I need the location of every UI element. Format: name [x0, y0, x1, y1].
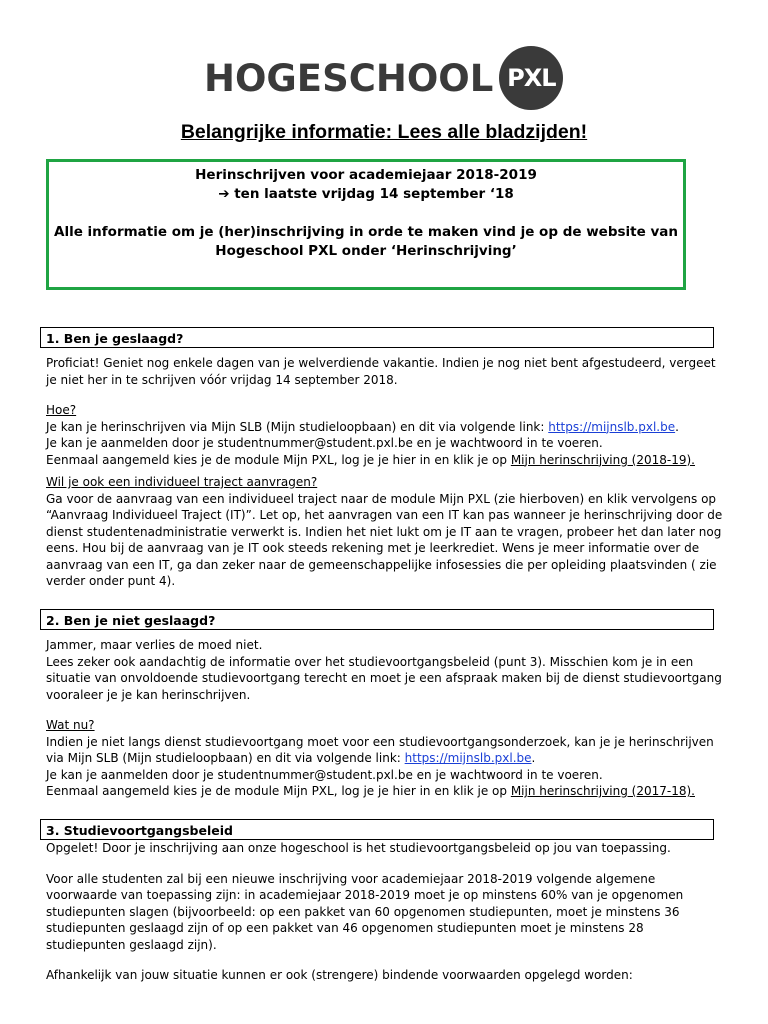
herinschrijving-link[interactable]: Mijn herinschrijving (2018-19).	[510, 452, 695, 467]
hoe-title: Hoe?	[46, 403, 77, 417]
logo-word: HOGESCHOOL	[204, 56, 494, 100]
notice-line-1: Herinschrijven voor academiejaar 2018-2019	[195, 167, 537, 183]
section-1-heading: 1. Ben je geslaagd?	[40, 327, 714, 348]
section-3-line-3: Afhankelijk van jouw situatie kunnen er ook (strengere) bindende voorwaarden opgelegd worden:	[46, 968, 633, 982]
it-title: Wil je ook een individueel traject aanvragen?	[46, 475, 318, 489]
notice-line-4: Hogeschool PXL onder ‘Herinschrijving’	[215, 243, 517, 259]
section-2-line-1: Jammer, maar verlies de moed niet.	[46, 638, 263, 652]
logo-mark: PXL	[499, 46, 563, 110]
watnu-line-2: Je kan je aanmelden door je studentnummer@student.pxl.be en je wachtwoord in te voeren.	[46, 767, 603, 782]
mijnslb-link-2[interactable]: https://mijnslb.pxl.be	[404, 751, 532, 765]
section-3-body	[46, 840, 726, 984]
hogeschool-pxl-logo	[204, 50, 563, 106]
watnu-line-1: Indien je niet langs dienst studievoortgang moet voor een studievoortgangsonderzoek, kan je je herinschrijven via Mijn SLB (Mijn studieloopbaan) en dit via volgende link: https://mijnslb.pxl.be.	[46, 734, 714, 765]
watnu-title: Wat nu?	[46, 718, 95, 732]
section-2-line-2: Lees zeker ook aandachtig de informatie over het studievoortgangsbeleid (punt 3). Misschien kom je in een situatie van onvoldoende studievoortgang terecht en moet je een afspraak maken bij de dienst studievoortgang vooraleer je je kan herinschrijven.	[46, 654, 722, 702]
section-1-intro: Proficiat! Geniet nog enkele dagen van je welverdiende vakantie. Indien je nog niet bent afgestudeerd, vergeet je niet her in te schrijven vóór vrijdag 14 september 2018.	[46, 356, 716, 387]
section-3-line-1: Opgelet! Door je inschrijving aan onze hogeschool is het studievoortgangsbeleid op jou van toepassing.	[46, 841, 671, 855]
watnu-line-3: Eenmaal aangemeld kies je de module Mijn PXL, log je je hier in en klik je op Mijn herinschrijving (2017-18).	[46, 784, 695, 798]
page-title: Belangrijke informatie: Lees alle bladzijden!	[180, 121, 588, 143]
notice-line-3: Alle informatie om je (her)inschrijving in orde te maken vind je op de website van	[54, 224, 678, 240]
herinschrijving-link-2[interactable]: Mijn herinschrijving (2017-18).	[510, 784, 695, 798]
it-text: Ga voor de aanvraag van een individueel traject naar de module Mijn PXL (zie hierboven) en klik vervolgens op “Aanvraag Individueel Traject (IT)”. Let op, het aanvragen van een IT kan pas wanneer je herinschrijving door de dienst studentenadministratie verwerkt is. Indien het niet lukt om je IT aan te vragen, probeer het dan later nog eens. Hou bij de aanvraag van je IT ook steeds rekening met je leerkrediet. Wens je meer informatie over de aanvraag van een IT, ga dan zeker naar de gemeenschappelijke infosessies die per opleiding plaatsvinden ( zie verder onder punt 4).	[46, 491, 723, 588]
section-3-heading: 3. Studievoortgangsbeleid	[40, 819, 714, 840]
notice-line-2: ➔ ten laatste vrijdag 14 september ‘18	[218, 186, 514, 202]
hoe-line-1: Je kan je herinschrijven via Mijn SLB (Mijn studieloopbaan) en dit via volgende link: https://mijnslb.pxl.be.	[46, 419, 679, 434]
section-1-body	[46, 355, 726, 590]
mijnslb-link[interactable]: https://mijnslb.pxl.be	[548, 419, 676, 434]
hoe-line-2: Je kan je aanmelden door je studentnummer@student.pxl.be en je wachtwoord in te voeren.	[46, 436, 603, 450]
hoe-line-3: Eenmaal aangemeld kies je de module Mijn PXL, log je je hier in en klik je op Mijn herinschrijving (2018-19).	[46, 452, 695, 467]
section-2-body	[46, 637, 726, 800]
section-3-line-2: Voor alle studenten zal bij een nieuwe inschrijving voor academiejaar 2018-2019 volgende algemene voorwaarde van toepassing zijn: in academiejaar 2018-2019 moet je op minstens 60% van je opgenomen studiepunten slagen (bijvoorbeeld: op een pakket van 60 opgenomen studiepunten, moet je minstens 36 studiepunten geslaagd zijn of op een pakket van 46 opgenomen studiepunten moet je minstens 28 studiepunten geslaagd zijn).	[46, 871, 684, 952]
notice-box	[46, 159, 686, 290]
section-2-heading: 2. Ben je niet geslaagd?	[40, 609, 714, 630]
